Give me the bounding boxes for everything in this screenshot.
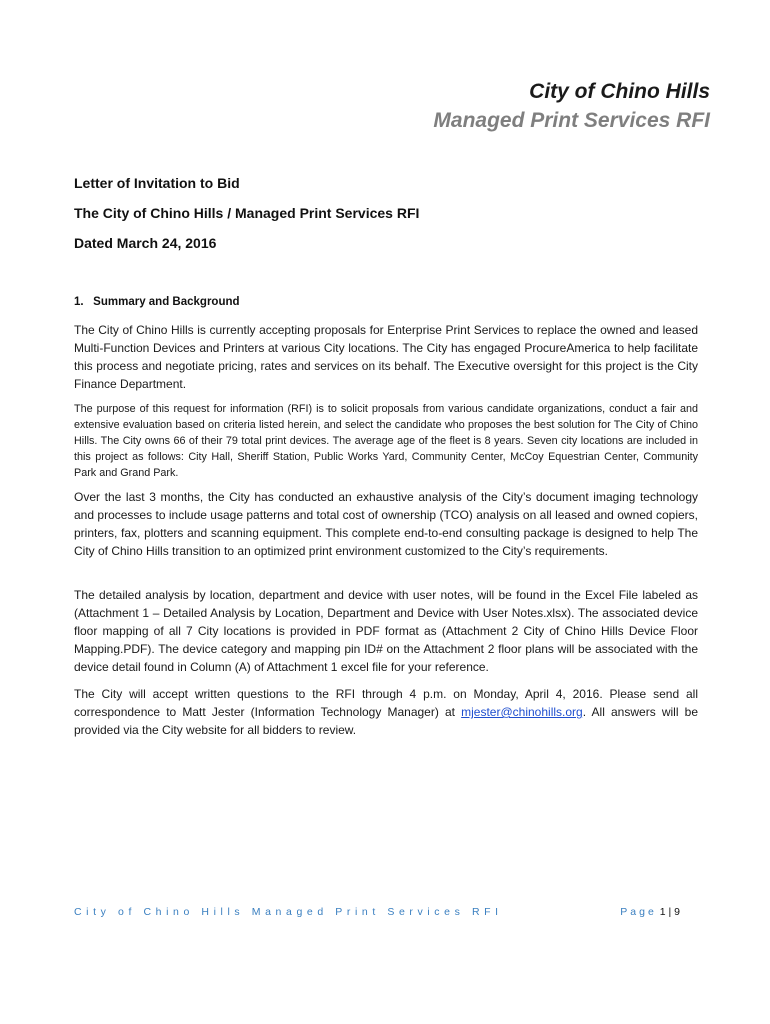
email-link[interactable]: mjester@chinohills.org	[461, 705, 583, 719]
paragraph-4: The detailed analysis by location, department and device with user notes, will be found in the Excel File labeled as (Attachment 1 – Detailed Analysis by Location, Department and Device with User Notes.xlsx). The associated device floor mapping of all 7 City locations is provided in PDF format as (Attachment 2 City of Chino Hills Device Floor Mapping.PDF). The device category and mapping pin ID# on the Attachment 2 floor plans will be associated with the device detail found in Column (A) of Attachment 1 excel file for your reference.	[74, 588, 698, 674]
paragraph-1: The City of Chino Hills is currently accepting proposals for Enterprise Print Services to replace the owned and leased Multi-Function Devices and Printers at various City locations. The City has engaged ProcureAmerica to help facilitate this process and negotiate pricing, rates and services on its behalf. The Executive oversight for this project is the City Finance Department.	[74, 323, 698, 391]
rfi-heading: The City of Chino Hills / Managed Print Services RFI	[74, 205, 420, 221]
paragraph-5-text-start: The City will accept written questions to the RFI through 4 p.m. on Monday, April 4, 2016. Please send all correspondence to Matt Jester (Information Technology Manager) at	[74, 687, 698, 719]
letter-heading: Letter of Invitation to Bid	[74, 175, 240, 191]
document-subtitle: Managed Print Services RFI	[433, 109, 710, 132]
page-label: Page	[620, 906, 657, 918]
document-title: City of Chino Hills	[529, 80, 710, 103]
paragraph-5	[74, 685, 698, 739]
paragraph-2: The purpose of this request for information (RFI) is to solicit proposals from various candidate organizations, conduct a fair and extensive evaluation based on criteria listed herein, and select the candidate who proposes the best solution for The City of Chino Hills. The City owns 66 of their 79 total print devices. The average age of the fleet is 8 years. Seven city locations are included in this project as follows: City Hall, Sheriff Station, Public Works Yard, Community Center, McCoy Equestrian Center, Community Park and Grand Park.	[74, 403, 698, 479]
dated-heading: Dated March 24, 2016	[74, 235, 217, 251]
footer-page-number	[620, 906, 680, 918]
title-block	[433, 78, 710, 136]
paragraph-5-text-end: . All answers will be provided via the City website for all bidders to review.	[74, 705, 698, 737]
page-number: 1 | 9	[659, 906, 680, 918]
section-title: 1. Summary and Background	[74, 296, 240, 308]
footer-title: City of Chino Hills Managed Print Services RFI	[74, 906, 503, 918]
paragraph-3: Over the last 3 months, the City has conducted an exhaustive analysis of the City’s document imaging technology and processes to include usage patterns and total cost of ownership (TCO) analysis on all leased and owned copiers, printers, fax, plotters and scanning equipment. This complete end-to-end consulting package is designed to help The City of Chino Hills transition to an optimized print environment customized to the City’s requirements.	[74, 490, 698, 558]
